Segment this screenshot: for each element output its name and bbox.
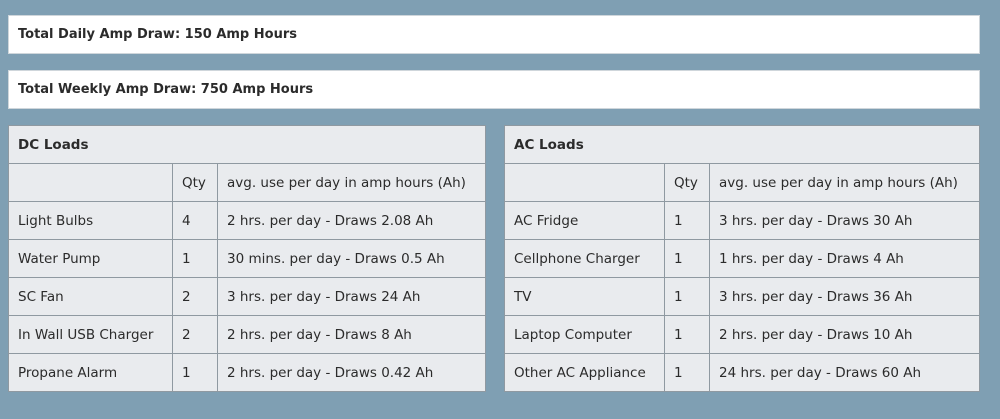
load-qty: 1 <box>665 278 710 316</box>
load-qty: 4 <box>173 202 218 240</box>
dc-loads-title: DC Loads <box>9 126 486 164</box>
load-name: Light Bulbs <box>9 202 173 240</box>
load-usage: 3 hrs. per day - Draws 36 Ah <box>710 278 980 316</box>
load-name: Propane Alarm <box>9 354 173 392</box>
load-name: Cellphone Charger <box>505 240 665 278</box>
table-row <box>505 278 980 316</box>
load-name: Laptop Computer <box>505 316 665 354</box>
load-usage: 2 hrs. per day - Draws 0.42 Ah <box>218 354 486 392</box>
table-header-row <box>9 164 486 202</box>
daily-amp-draw-summary <box>8 15 980 54</box>
column-header-item <box>505 164 665 202</box>
load-name: AC Fridge <box>505 202 665 240</box>
table-row <box>9 202 486 240</box>
load-qty: 2 <box>173 316 218 354</box>
column-header-item <box>9 164 173 202</box>
load-qty: 1 <box>173 240 218 278</box>
load-usage: 30 mins. per day - Draws 0.5 Ah <box>218 240 486 278</box>
load-qty: 1 <box>665 240 710 278</box>
table-row <box>505 316 980 354</box>
daily-amp-draw-text: Total Daily Amp Draw: 150 Amp Hours <box>18 27 297 42</box>
load-name: SC Fan <box>9 278 173 316</box>
table-row <box>9 278 486 316</box>
column-header-usage: avg. use per day in amp hours (Ah) <box>218 164 486 202</box>
table-row <box>505 202 980 240</box>
table-row <box>9 240 486 278</box>
load-usage: 3 hrs. per day - Draws 24 Ah <box>218 278 486 316</box>
load-qty: 1 <box>665 354 710 392</box>
load-name: In Wall USB Charger <box>9 316 173 354</box>
table-row <box>9 316 486 354</box>
load-name: Other AC Appliance <box>505 354 665 392</box>
load-qty: 1 <box>173 354 218 392</box>
table-row <box>505 240 980 278</box>
table-row <box>505 354 980 392</box>
weekly-amp-draw-text: Total Weekly Amp Draw: 750 Amp Hours <box>18 82 314 97</box>
load-usage: 24 hrs. per day - Draws 60 Ah <box>710 354 980 392</box>
table-title-row <box>505 126 980 164</box>
table-row <box>9 354 486 392</box>
load-name: TV <box>505 278 665 316</box>
load-qty: 1 <box>665 316 710 354</box>
column-header-usage: avg. use per day in amp hours (Ah) <box>710 164 980 202</box>
load-qty: 2 <box>173 278 218 316</box>
column-header-qty: Qty <box>665 164 710 202</box>
load-usage: 3 hrs. per day - Draws 30 Ah <box>710 202 980 240</box>
load-usage: 2 hrs. per day - Draws 10 Ah <box>710 316 980 354</box>
column-header-qty: Qty <box>173 164 218 202</box>
load-usage: 2 hrs. per day - Draws 2.08 Ah <box>218 202 486 240</box>
weekly-amp-draw-summary <box>8 70 980 109</box>
load-qty: 1 <box>665 202 710 240</box>
load-usage: 2 hrs. per day - Draws 8 Ah <box>218 316 486 354</box>
load-usage: 1 hrs. per day - Draws 4 Ah <box>710 240 980 278</box>
ac-loads-title: AC Loads <box>505 126 980 164</box>
ac-loads-table <box>504 125 980 392</box>
load-name: Water Pump <box>9 240 173 278</box>
table-title-row <box>9 126 486 164</box>
table-header-row <box>505 164 980 202</box>
dc-loads-table <box>8 125 486 392</box>
